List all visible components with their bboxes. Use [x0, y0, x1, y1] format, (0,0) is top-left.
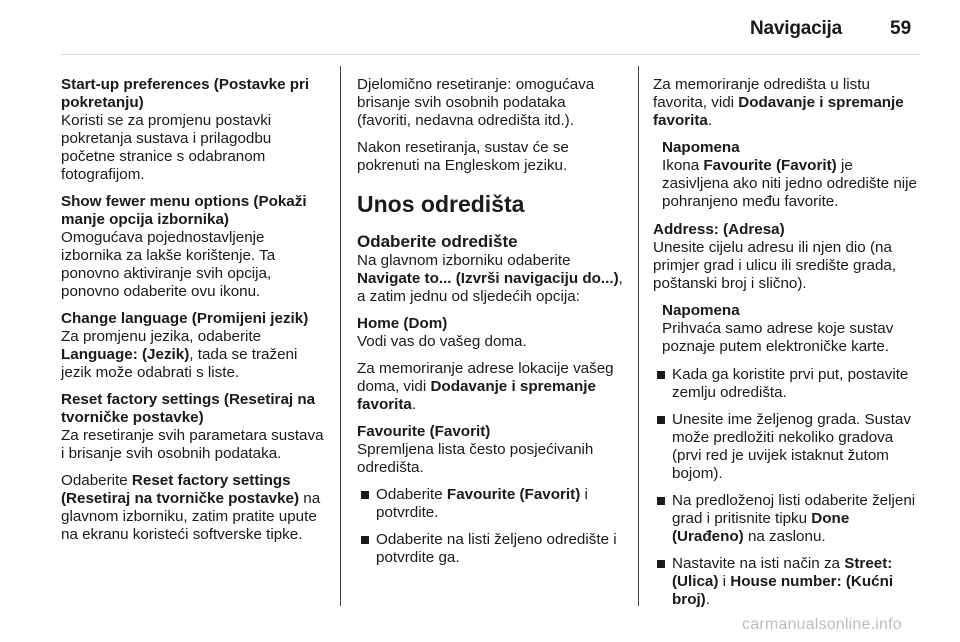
text-run: Za memoriranje adrese lokacije vašeg doma, vidi — [357, 360, 614, 395]
reset-factory-instructions — [61, 472, 329, 544]
startup-preferences-entry — [61, 76, 329, 184]
text-run: Odaberite na listi željeno odredište i potvrdite ga. — [376, 531, 617, 566]
address-steps-list — [653, 366, 923, 609]
text-run: Odaberite — [376, 486, 447, 503]
text-run: Odaberite — [61, 472, 132, 489]
home-save-paragraph — [357, 360, 623, 414]
bold-add-save-favourites: Dodavanje i spremanje favorita — [357, 378, 596, 413]
intro-paragraph — [357, 252, 623, 306]
bold-done: Done (Urađeno) — [672, 510, 850, 545]
bold-street: Street: (Ulica) — [672, 555, 893, 590]
term-favourite: Favourite (Favorit) — [357, 423, 491, 440]
bold-favourite: Favourite (Favorit) — [446, 486, 581, 503]
term-reset-factory: Reset factory settings (Resetiraj na tvorničke postavke) — [61, 391, 316, 426]
list-item — [653, 492, 923, 546]
square-bullet-icon — [657, 497, 665, 505]
list-item — [653, 555, 923, 609]
desc-home: Vodi vas do vašeg doma. — [357, 333, 527, 350]
text-run: na zaslonu. — [743, 528, 826, 545]
text-run: i — [718, 573, 731, 590]
term-home: Home (Dom) — [357, 315, 448, 332]
text-run: Za memoriranje odredišta u listu favorita, vidi — [653, 76, 870, 111]
term-address: Address: (Adresa) — [653, 221, 785, 238]
text-run: . — [411, 396, 417, 413]
change-language-entry — [61, 310, 329, 382]
column-middle — [357, 76, 623, 576]
section-title: Unos odredišta — [357, 191, 525, 217]
text-run: . — [707, 112, 713, 129]
text-run: Na predloženoj listi odaberite željeni grad i pritisnite tipku — [672, 492, 916, 527]
square-bullet-icon — [361, 491, 369, 499]
square-bullet-icon — [657, 416, 665, 424]
favourite-steps-list — [357, 486, 623, 567]
bold-navigate-to: Navigate to... (Izvrši navigaciju do...) — [357, 270, 619, 287]
square-bullet-icon — [657, 371, 665, 379]
desc-reset-factory: Za resetiranje svih parametara sustava i brisanje svih osobnih podataka. — [61, 427, 324, 462]
list-item — [653, 366, 923, 402]
term-change-language: Change language (Promijeni jezik) — [61, 310, 309, 327]
column-divider-left — [340, 66, 341, 606]
desc-address: Unesite cijelu adresu ili njen dio (na primjer grad i ulicu ili središte grada, poštanski broj i slično). — [653, 239, 897, 292]
text-run: . — [705, 591, 710, 608]
column-right — [653, 76, 923, 618]
page-title: Navigacija — [750, 18, 842, 39]
column-left — [61, 76, 329, 553]
square-bullet-icon — [657, 560, 665, 568]
after-reset-paragraph: Nakon resetiranja, sustav će se pokrenuti na Engleskom jeziku. — [357, 139, 569, 174]
home-entry — [357, 315, 623, 351]
note-address — [653, 302, 923, 356]
bold-reset-factory: Reset factory settings (Resetiraj na tvorničke postavke) — [61, 472, 300, 507]
bold-language: Language: (Jezik) — [61, 346, 190, 363]
desc-favourite: Spremljena lista često posjećivanih odredišta. — [357, 441, 594, 476]
subsection-title: Odaberite odredište — [357, 232, 518, 251]
desc-change-language — [61, 328, 297, 381]
text-run: , tada se traženi jezik može odabrati s liste. — [61, 346, 298, 381]
note-label: Napomena — [662, 139, 740, 156]
bold-add-save-favourites: Dodavanje i spremanje favorita — [653, 94, 904, 129]
list-item — [357, 531, 623, 567]
bold-house-number: House number: (Kućni broj) — [672, 573, 894, 608]
text-run: Na glavnom izborniku odaberite — [357, 252, 571, 269]
list-item — [653, 411, 923, 483]
bold-favourite: Favourite (Favorit) — [703, 157, 837, 174]
text-run: , a zatim jednu od sljedećih opcija: — [357, 270, 623, 305]
watermark: carmanualsonline.info — [742, 616, 902, 633]
desc-fewer-menu-options: Omogućava pojednostavljenje izbornika za lakše korištenje. Ta ponovno aktiviranje svih opcija, ponovno odaberite ovu ikonu. — [61, 229, 276, 300]
note-text: Prihvaća samo adrese koje sustav poznaje putem elektroničke karte. — [662, 320, 894, 355]
text-run: Ikona — [662, 157, 704, 174]
text-run: i potvrdite. — [376, 486, 588, 521]
list-item — [357, 486, 623, 522]
note-favourite — [653, 139, 923, 211]
page-header — [0, 0, 960, 50]
text-run: Za promjenu jezika, odaberite — [61, 328, 262, 345]
term-startup-preferences: Start-up preferences (Postavke pri pokretanju) — [61, 76, 310, 111]
reset-factory-entry — [61, 391, 329, 463]
text-run: je zasivljena ako niti jedno odredište nije pohranjeno među favorite. — [662, 157, 917, 210]
text-run: na glavnom izborniku, zatim pratite upute na ekranu koristeći softverske tipke. — [61, 490, 321, 543]
text-run: Kada ga koristite prvi put, postavite zemlju odredišta. — [672, 366, 909, 401]
text-run: Unesite ime željenog grada. Sustav može predložiti nekoliko gradova (prvi red je uvijek istaknut žutom bojom). — [672, 411, 911, 482]
partial-reset-paragraph: Djelomično resetiranje: omogućava brisanje svih osobnih podataka (favoriti, nedavna odredišta itd.). — [357, 76, 595, 129]
column-divider-right — [638, 66, 639, 606]
memorize-destination-paragraph — [653, 76, 923, 130]
page-number: 59 — [890, 18, 912, 39]
note-label: Napomena — [662, 302, 740, 319]
fewer-menu-options-entry — [61, 193, 329, 301]
header-divider — [60, 54, 920, 55]
desc-startup-preferences: Koristi se za promjenu postavki pokretanja sustava i prilagodbu početne stranice s odabranom fotografijom. — [61, 112, 272, 183]
favourite-entry — [357, 423, 623, 477]
term-fewer-menu-options: Show fewer menu options (Pokaži manje opcija izbornika) — [61, 193, 307, 228]
square-bullet-icon — [361, 536, 369, 544]
text-run: Nastavite na isti način za — [672, 555, 845, 572]
address-entry — [653, 221, 923, 293]
